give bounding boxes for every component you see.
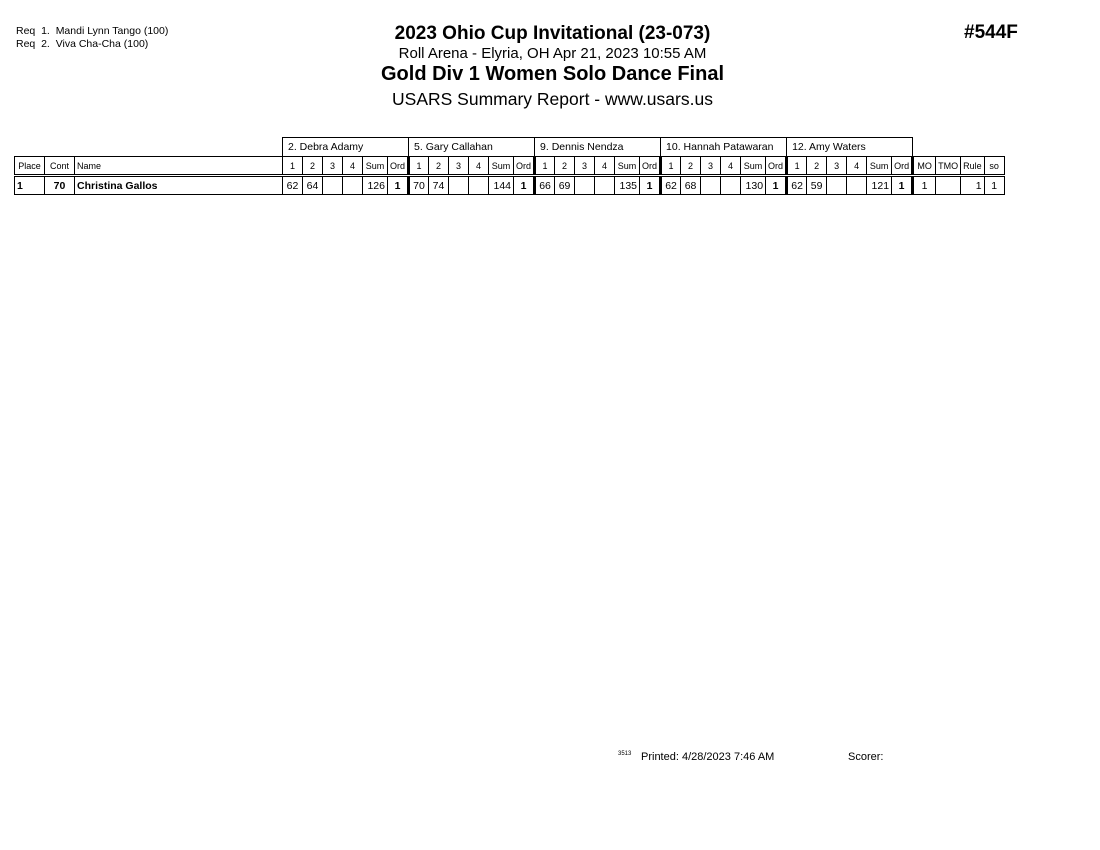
score-3-header: 3 [575,157,595,176]
score-4-header: 4 [847,157,867,176]
score-cell: 66 [535,176,555,195]
sum-header: Sum [489,157,514,176]
score-cell: 68 [681,176,701,195]
ord-cell: 1 [766,176,787,195]
score-4-header: 4 [595,157,615,176]
score-cell [701,176,721,195]
rule-cell: 1 [961,176,985,195]
place-cell: 1 [15,176,45,195]
score-cell [847,176,867,195]
event-number: #544F [964,22,1018,43]
judges-header-row [15,138,1005,157]
ord-cell: 1 [388,176,409,195]
ord-header: Ord [514,157,535,176]
sum-cell: 121 [867,176,892,195]
so-cell: 1 [984,176,1004,195]
cont-cell: 70 [45,176,75,195]
score-4-header: 4 [721,157,741,176]
judge-header: 9. Dennis Nendza [535,138,661,157]
footer-code: 3513 [618,751,632,757]
event-title: Gold Div 1 Women Solo Dance Final [380,63,725,85]
score-cell [323,176,343,195]
score-cell [575,176,595,195]
score-cell: 62 [787,176,807,195]
score-cell [449,176,469,195]
sum-header: Sum [741,157,766,176]
score-3-header: 3 [827,157,847,176]
column-header-row [15,157,1005,176]
mo-header: MO [913,157,936,176]
score-1-header: 1 [409,157,429,176]
requests-block [16,25,168,51]
ord-header: Ord [892,157,913,176]
ord-header: Ord [388,157,409,176]
sum-cell: 126 [363,176,388,195]
table-row [15,176,1005,195]
score-3-header: 3 [323,157,343,176]
score-cell: 70 [409,176,429,195]
printed-timestamp: Printed: 4/28/2023 7:46 AM [641,751,775,763]
venue-date: Roll Arena - Elyria, OH Apr 21, 2023 10:55 AM [398,45,707,62]
score-cell: 74 [429,176,449,195]
score-3-header: 3 [449,157,469,176]
score-cell [343,176,363,195]
scorer-label: Scorer: [848,751,884,763]
score-cell [827,176,847,195]
tmo-header: TMO [936,157,961,176]
request-line-2: Req 2. Viva Cha-Cha (100) [16,38,149,50]
score-2-header: 2 [429,157,449,176]
score-cell: 69 [555,176,575,195]
sum-cell: 144 [489,176,514,195]
so-header: so [984,157,1004,176]
score-1-header: 1 [283,157,303,176]
cont-header: Cont [45,157,75,176]
score-1-header: 1 [661,157,681,176]
score-2-header: 2 [303,157,323,176]
score-2-header: 2 [555,157,575,176]
score-cell: 62 [661,176,681,195]
tmo-cell [936,176,961,195]
mo-cell: 1 [913,176,936,195]
score-1-header: 1 [535,157,555,176]
ord-header: Ord [766,157,787,176]
score-cell: 64 [303,176,323,195]
ord-cell: 1 [514,176,535,195]
score-3-header: 3 [701,157,721,176]
score-2-header: 2 [807,157,827,176]
score-cell [721,176,741,195]
judge-header: 5. Gary Callahan [409,138,535,157]
sum-header: Sum [615,157,640,176]
ord-cell: 1 [892,176,913,195]
request-line-1: Req 1. Mandi Lynn Tango (100) [16,25,169,37]
rule-header: Rule [961,157,985,176]
score-1-header: 1 [787,157,807,176]
sum-cell: 130 [741,176,766,195]
competition-title: 2023 Ohio Cup Invitational (23-073) [394,23,711,44]
score-cell: 62 [283,176,303,195]
judge-header: 10. Hannah Patawaran [661,138,787,157]
ord-header: Ord [640,157,661,176]
judge-header: 12. Amy Waters [787,138,913,157]
score-cell: 59 [807,176,827,195]
score-4-header: 4 [469,157,489,176]
sum-header: Sum [867,157,892,176]
place-header: Place [15,157,45,176]
sum-header: Sum [363,157,388,176]
score-cell [595,176,615,195]
name-header: Name [75,157,283,176]
judge-header: 2. Debra Adamy [283,138,409,157]
ord-cell: 1 [640,176,661,195]
score-2-header: 2 [681,157,701,176]
results-table [14,137,1005,195]
name-cell: Christina Gallos [75,176,283,195]
score-4-header: 4 [343,157,363,176]
report-title: USARS Summary Report - www.usars.us [392,89,713,109]
sum-cell: 135 [615,176,640,195]
score-cell [469,176,489,195]
